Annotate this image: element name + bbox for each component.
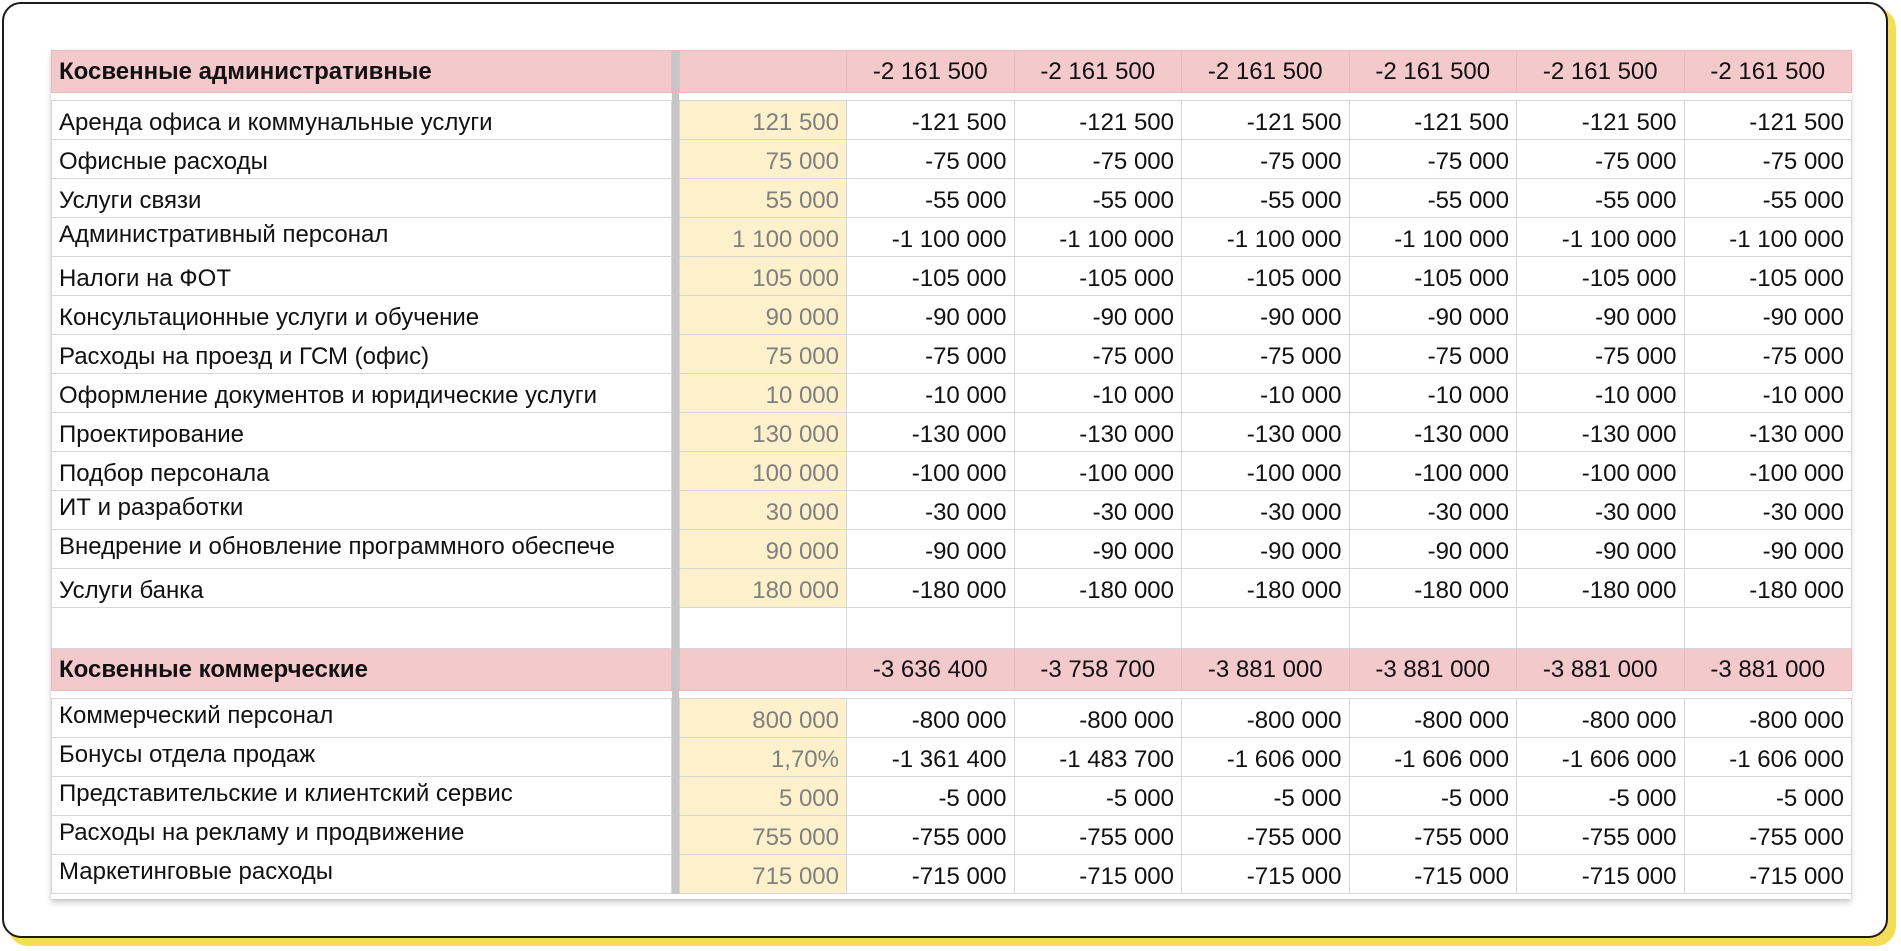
row-value-cell[interactable]: -5 000	[1349, 777, 1517, 816]
table-row	[52, 101, 1852, 140]
row-value-cell[interactable]: -55 000	[1349, 179, 1517, 218]
row-label[interactable]: Коммерческий персонал	[52, 699, 672, 738]
row-value-cell[interactable]: -755 000	[847, 816, 1015, 855]
row-label[interactable]: Подбор персонала	[52, 452, 672, 491]
row-value-cell[interactable]: -90 000	[1182, 530, 1350, 569]
row-value-cell[interactable]: -121 500	[847, 101, 1015, 140]
row-value-cell[interactable]: -121 500	[1349, 101, 1517, 140]
gap-cell	[52, 93, 672, 101]
section-total-cell[interactable]: -2 161 500	[1182, 51, 1350, 93]
header-gap-row	[52, 691, 1852, 699]
row-param-cell[interactable]: 715 000	[680, 855, 847, 894]
column-divider	[672, 738, 680, 777]
column-divider	[672, 691, 680, 699]
section-title[interactable]: Косвенные коммерческие	[52, 649, 672, 691]
row-value-cell[interactable]: -75 000	[1517, 335, 1685, 374]
row-param-cell[interactable]: 75 000	[680, 335, 847, 374]
row-value-cell[interactable]: -10 000	[1517, 374, 1685, 413]
row-param-cell[interactable]: 1,70%	[680, 738, 847, 777]
row-value-cell[interactable]: -100 000	[1182, 452, 1350, 491]
gap-cell	[1517, 691, 1685, 699]
table-row	[52, 855, 1852, 894]
row-value-cell[interactable]: -75 000	[1182, 140, 1350, 179]
gap-cell	[1684, 93, 1852, 101]
row-value-cell[interactable]: -121 500	[1014, 101, 1182, 140]
gap-cell	[680, 93, 847, 101]
column-divider	[672, 296, 680, 335]
column-divider	[672, 491, 680, 530]
row-value-cell[interactable]: -180 000	[1014, 569, 1182, 608]
column-divider	[672, 335, 680, 374]
column-divider	[672, 257, 680, 296]
row-value-cell[interactable]: -55 000	[1182, 179, 1350, 218]
gap-cell	[1014, 691, 1182, 699]
empty-cell[interactable]	[1517, 608, 1685, 649]
row-value-cell[interactable]: -105 000	[1517, 257, 1685, 296]
column-divider	[672, 569, 680, 608]
row-value-cell[interactable]: -755 000	[1349, 816, 1517, 855]
table-row	[52, 140, 1852, 179]
row-value-cell[interactable]: -10 000	[1684, 374, 1852, 413]
screenshot-frame	[2, 2, 1888, 938]
row-value-cell[interactable]: -100 000	[1517, 452, 1685, 491]
row-value-cell[interactable]: -800 000	[1517, 699, 1685, 738]
row-label[interactable]: Проектирование	[52, 413, 672, 452]
table-row	[52, 179, 1852, 218]
row-value-cell[interactable]: -90 000	[1182, 296, 1350, 335]
empty-cell[interactable]	[847, 608, 1015, 649]
column-divider	[672, 179, 680, 218]
row-value-cell[interactable]: -10 000	[1349, 374, 1517, 413]
gap-cell	[847, 93, 1015, 101]
row-value-cell[interactable]: -75 000	[1014, 335, 1182, 374]
row-param-cell[interactable]: 10 000	[680, 374, 847, 413]
row-value-cell[interactable]: -755 000	[1014, 816, 1182, 855]
row-param-cell[interactable]: 130 000	[680, 413, 847, 452]
row-value-cell[interactable]: -715 000	[1517, 855, 1685, 894]
row-value-cell[interactable]: -121 500	[1182, 101, 1350, 140]
table-row	[52, 738, 1852, 777]
empty-cell[interactable]	[680, 608, 847, 649]
row-param-cell[interactable]: 121 500	[680, 101, 847, 140]
column-divider	[672, 816, 680, 855]
row-value-cell[interactable]: -5 000	[1517, 777, 1685, 816]
row-value-cell[interactable]: -1 100 000	[1182, 218, 1350, 257]
row-param-cell[interactable]: 75 000	[680, 140, 847, 179]
row-label[interactable]: Внедрение и обновление программного обеспече	[52, 530, 672, 569]
section-param-cell[interactable]	[680, 51, 847, 93]
table-row	[52, 777, 1852, 816]
section-param-cell[interactable]	[680, 649, 847, 691]
row-value-cell[interactable]: -800 000	[847, 699, 1015, 738]
empty-cell[interactable]	[1684, 608, 1852, 649]
column-divider	[672, 51, 680, 93]
row-param-cell[interactable]: 755 000	[680, 816, 847, 855]
row-value-cell[interactable]: -755 000	[1182, 816, 1350, 855]
empty-cell[interactable]	[52, 608, 672, 649]
row-value-cell[interactable]: -90 000	[1684, 296, 1852, 335]
row-value-cell[interactable]: -105 000	[1349, 257, 1517, 296]
column-divider	[672, 608, 680, 649]
row-param-cell[interactable]: 90 000	[680, 530, 847, 569]
row-value-cell[interactable]: -55 000	[1014, 179, 1182, 218]
row-value-cell[interactable]: -800 000	[1684, 699, 1852, 738]
row-value-cell[interactable]: -55 000	[1517, 179, 1685, 218]
row-label[interactable]: Маркетинговые расходы	[52, 855, 672, 894]
table-row	[52, 452, 1852, 491]
row-value-cell[interactable]: -75 000	[1684, 335, 1852, 374]
row-value-cell[interactable]: -130 000	[1182, 413, 1350, 452]
section-total-cell[interactable]: -2 161 500	[1349, 51, 1517, 93]
table-row	[52, 816, 1852, 855]
row-value-cell[interactable]: -121 500	[1684, 101, 1852, 140]
row-value-cell[interactable]: -55 000	[1684, 179, 1852, 218]
column-divider	[672, 699, 680, 738]
column-divider	[672, 452, 680, 491]
row-value-cell[interactable]: -100 000	[847, 452, 1015, 491]
row-value-cell[interactable]: -55 000	[847, 179, 1015, 218]
row-label[interactable]: ИТ и разработки	[52, 491, 672, 530]
table-row	[52, 491, 1852, 530]
table-row	[52, 257, 1852, 296]
row-value-cell[interactable]: -100 000	[1349, 452, 1517, 491]
gap-cell	[1182, 691, 1350, 699]
row-value-cell[interactable]: -180 000	[1182, 569, 1350, 608]
table-row	[52, 413, 1852, 452]
row-value-cell[interactable]: -105 000	[1014, 257, 1182, 296]
row-value-cell[interactable]: -1 100 000	[847, 218, 1015, 257]
row-value-cell[interactable]: -90 000	[1014, 530, 1182, 569]
row-value-cell[interactable]: -715 000	[1014, 855, 1182, 894]
row-value-cell[interactable]: -75 000	[847, 140, 1015, 179]
row-value-cell[interactable]: -5 000	[1684, 777, 1852, 816]
column-divider	[672, 649, 680, 691]
row-param-cell[interactable]: 90 000	[680, 296, 847, 335]
row-value-cell[interactable]: -130 000	[1517, 413, 1685, 452]
row-value-cell[interactable]: -105 000	[1182, 257, 1350, 296]
row-label[interactable]: Бонусы отдела продаж	[52, 738, 672, 777]
table-row	[52, 699, 1852, 738]
row-value-cell[interactable]: -1 606 000	[1684, 738, 1852, 777]
row-value-cell[interactable]: -715 000	[1349, 855, 1517, 894]
row-value-cell[interactable]: -100 000	[1014, 452, 1182, 491]
header-gap-row	[52, 93, 1852, 101]
row-value-cell[interactable]: -800 000	[1014, 699, 1182, 738]
section-header-row	[52, 51, 1852, 93]
row-value-cell[interactable]: -30 000	[1014, 491, 1182, 530]
row-value-cell[interactable]: -1 606 000	[1517, 738, 1685, 777]
row-value-cell[interactable]: -1 100 000	[1349, 218, 1517, 257]
section-total-cell[interactable]: -3 881 000	[1182, 649, 1350, 691]
empty-cell[interactable]	[1014, 608, 1182, 649]
section-total-cell[interactable]: -3 881 000	[1684, 649, 1852, 691]
row-value-cell[interactable]: -1 361 400	[847, 738, 1015, 777]
table-body	[52, 51, 1852, 894]
column-divider	[672, 93, 680, 101]
row-value-cell[interactable]: -90 000	[1349, 530, 1517, 569]
row-value-cell[interactable]: -1 100 000	[1014, 218, 1182, 257]
row-label[interactable]: Аренда офиса и коммунальные услуги	[52, 101, 672, 140]
row-value-cell[interactable]: -180 000	[847, 569, 1015, 608]
row-value-cell[interactable]: -105 000	[1684, 257, 1852, 296]
row-label[interactable]: Расходы на проезд и ГСМ (офис)	[52, 335, 672, 374]
spreadsheet	[51, 50, 1851, 899]
column-divider	[672, 101, 680, 140]
row-label[interactable]: Услуги банка	[52, 569, 672, 608]
row-value-cell[interactable]: -5 000	[1014, 777, 1182, 816]
row-value-cell[interactable]: -30 000	[1517, 491, 1685, 530]
column-divider	[672, 140, 680, 179]
row-value-cell[interactable]: -715 000	[847, 855, 1015, 894]
section-header-row	[52, 649, 1852, 691]
row-value-cell[interactable]: -30 000	[1684, 491, 1852, 530]
gap-cell	[1349, 691, 1517, 699]
row-value-cell[interactable]: -10 000	[847, 374, 1015, 413]
row-value-cell[interactable]: -90 000	[1517, 296, 1685, 335]
section-total-cell[interactable]: -2 161 500	[1684, 51, 1852, 93]
section-total-cell[interactable]: -2 161 500	[1014, 51, 1182, 93]
row-param-cell[interactable]: 1 100 000	[680, 218, 847, 257]
row-label[interactable]: Представительские и клиентский сервис	[52, 777, 672, 816]
row-value-cell[interactable]: -1 606 000	[1349, 738, 1517, 777]
row-value-cell[interactable]: -90 000	[1014, 296, 1182, 335]
row-value-cell[interactable]: -130 000	[847, 413, 1015, 452]
row-param-cell[interactable]: 30 000	[680, 491, 847, 530]
row-value-cell[interactable]: -30 000	[1182, 491, 1350, 530]
row-value-cell[interactable]: -130 000	[1684, 413, 1852, 452]
row-param-cell[interactable]: 100 000	[680, 452, 847, 491]
section-total-cell[interactable]: -3 758 700	[1014, 649, 1182, 691]
column-divider	[672, 777, 680, 816]
table-row	[52, 335, 1852, 374]
row-value-cell[interactable]: -715 000	[1182, 855, 1350, 894]
row-value-cell[interactable]: -90 000	[1349, 296, 1517, 335]
row-value-cell[interactable]: -105 000	[847, 257, 1015, 296]
column-divider	[672, 855, 680, 894]
spacer-row	[52, 608, 1852, 649]
column-divider	[672, 530, 680, 569]
row-value-cell[interactable]: -75 000	[1684, 140, 1852, 179]
row-value-cell[interactable]: -755 000	[1684, 816, 1852, 855]
row-value-cell[interactable]: -180 000	[1684, 569, 1852, 608]
row-value-cell[interactable]: -5 000	[847, 777, 1015, 816]
row-value-cell[interactable]: -800 000	[1182, 699, 1350, 738]
row-label[interactable]: Оформление документов и юридические услуги	[52, 374, 672, 413]
row-value-cell[interactable]: -1 100 000	[1517, 218, 1685, 257]
gap-cell	[1684, 691, 1852, 699]
empty-cell[interactable]	[1349, 608, 1517, 649]
gap-cell	[847, 691, 1015, 699]
section-total-cell[interactable]: -3 636 400	[847, 649, 1015, 691]
section-total-cell[interactable]: -3 881 000	[1349, 649, 1517, 691]
column-divider	[672, 413, 680, 452]
row-value-cell[interactable]: -10 000	[1014, 374, 1182, 413]
row-value-cell[interactable]: -800 000	[1349, 699, 1517, 738]
section-total-cell[interactable]: -2 161 500	[847, 51, 1015, 93]
row-value-cell[interactable]: -5 000	[1182, 777, 1350, 816]
gap-cell	[680, 691, 847, 699]
row-param-cell[interactable]: 5 000	[680, 777, 847, 816]
row-value-cell[interactable]: -90 000	[1684, 530, 1852, 569]
row-label[interactable]: Консультационные услуги и обучение	[52, 296, 672, 335]
row-value-cell[interactable]: -1 483 700	[1014, 738, 1182, 777]
gap-cell	[52, 691, 672, 699]
empty-cell[interactable]	[1182, 608, 1350, 649]
row-value-cell[interactable]: -90 000	[847, 530, 1015, 569]
row-value-cell[interactable]: -180 000	[1517, 569, 1685, 608]
table-row	[52, 218, 1852, 257]
row-value-cell[interactable]: -10 000	[1182, 374, 1350, 413]
row-label[interactable]: Услуги связи	[52, 179, 672, 218]
row-value-cell[interactable]: -90 000	[847, 296, 1015, 335]
gap-cell	[1014, 93, 1182, 101]
row-label[interactable]: Административный персонал	[52, 218, 672, 257]
row-value-cell[interactable]: -90 000	[1517, 530, 1685, 569]
gap-cell	[1182, 93, 1350, 101]
row-value-cell[interactable]: -121 500	[1517, 101, 1685, 140]
row-label[interactable]: Расходы на рекламу и продвижение	[52, 816, 672, 855]
table-row	[52, 374, 1852, 413]
section-total-cell[interactable]: -2 161 500	[1517, 51, 1685, 93]
row-label[interactable]: Налоги на ФОТ	[52, 257, 672, 296]
row-value-cell[interactable]: -75 000	[847, 335, 1015, 374]
row-value-cell[interactable]: -715 000	[1684, 855, 1852, 894]
row-value-cell[interactable]: -100 000	[1684, 452, 1852, 491]
row-value-cell[interactable]: -180 000	[1349, 569, 1517, 608]
table-row	[52, 530, 1852, 569]
table-row	[52, 296, 1852, 335]
column-divider	[672, 218, 680, 257]
row-value-cell[interactable]: -130 000	[1014, 413, 1182, 452]
row-value-cell[interactable]: -75 000	[1182, 335, 1350, 374]
row-value-cell[interactable]: -75 000	[1349, 140, 1517, 179]
row-value-cell[interactable]: -30 000	[1349, 491, 1517, 530]
row-value-cell[interactable]: -755 000	[1517, 816, 1685, 855]
row-param-cell[interactable]: 105 000	[680, 257, 847, 296]
gap-cell	[1349, 93, 1517, 101]
section-total-cell[interactable]: -3 881 000	[1517, 649, 1685, 691]
row-param-cell[interactable]: 55 000	[680, 179, 847, 218]
gap-cell	[1517, 93, 1685, 101]
row-value-cell[interactable]: -130 000	[1349, 413, 1517, 452]
table-row	[52, 569, 1852, 608]
section-title[interactable]: Косвенные административные	[52, 51, 672, 93]
row-value-cell[interactable]: -1 100 000	[1684, 218, 1852, 257]
row-value-cell[interactable]: -75 000	[1517, 140, 1685, 179]
row-label[interactable]: Офисные расходы	[52, 140, 672, 179]
row-value-cell[interactable]: -75 000	[1014, 140, 1182, 179]
row-param-cell[interactable]: 800 000	[680, 699, 847, 738]
row-value-cell[interactable]: -75 000	[1349, 335, 1517, 374]
row-value-cell[interactable]: -1 606 000	[1182, 738, 1350, 777]
row-param-cell[interactable]: 180 000	[680, 569, 847, 608]
row-value-cell[interactable]: -30 000	[847, 491, 1015, 530]
column-divider	[672, 374, 680, 413]
budget-table	[51, 50, 1852, 894]
